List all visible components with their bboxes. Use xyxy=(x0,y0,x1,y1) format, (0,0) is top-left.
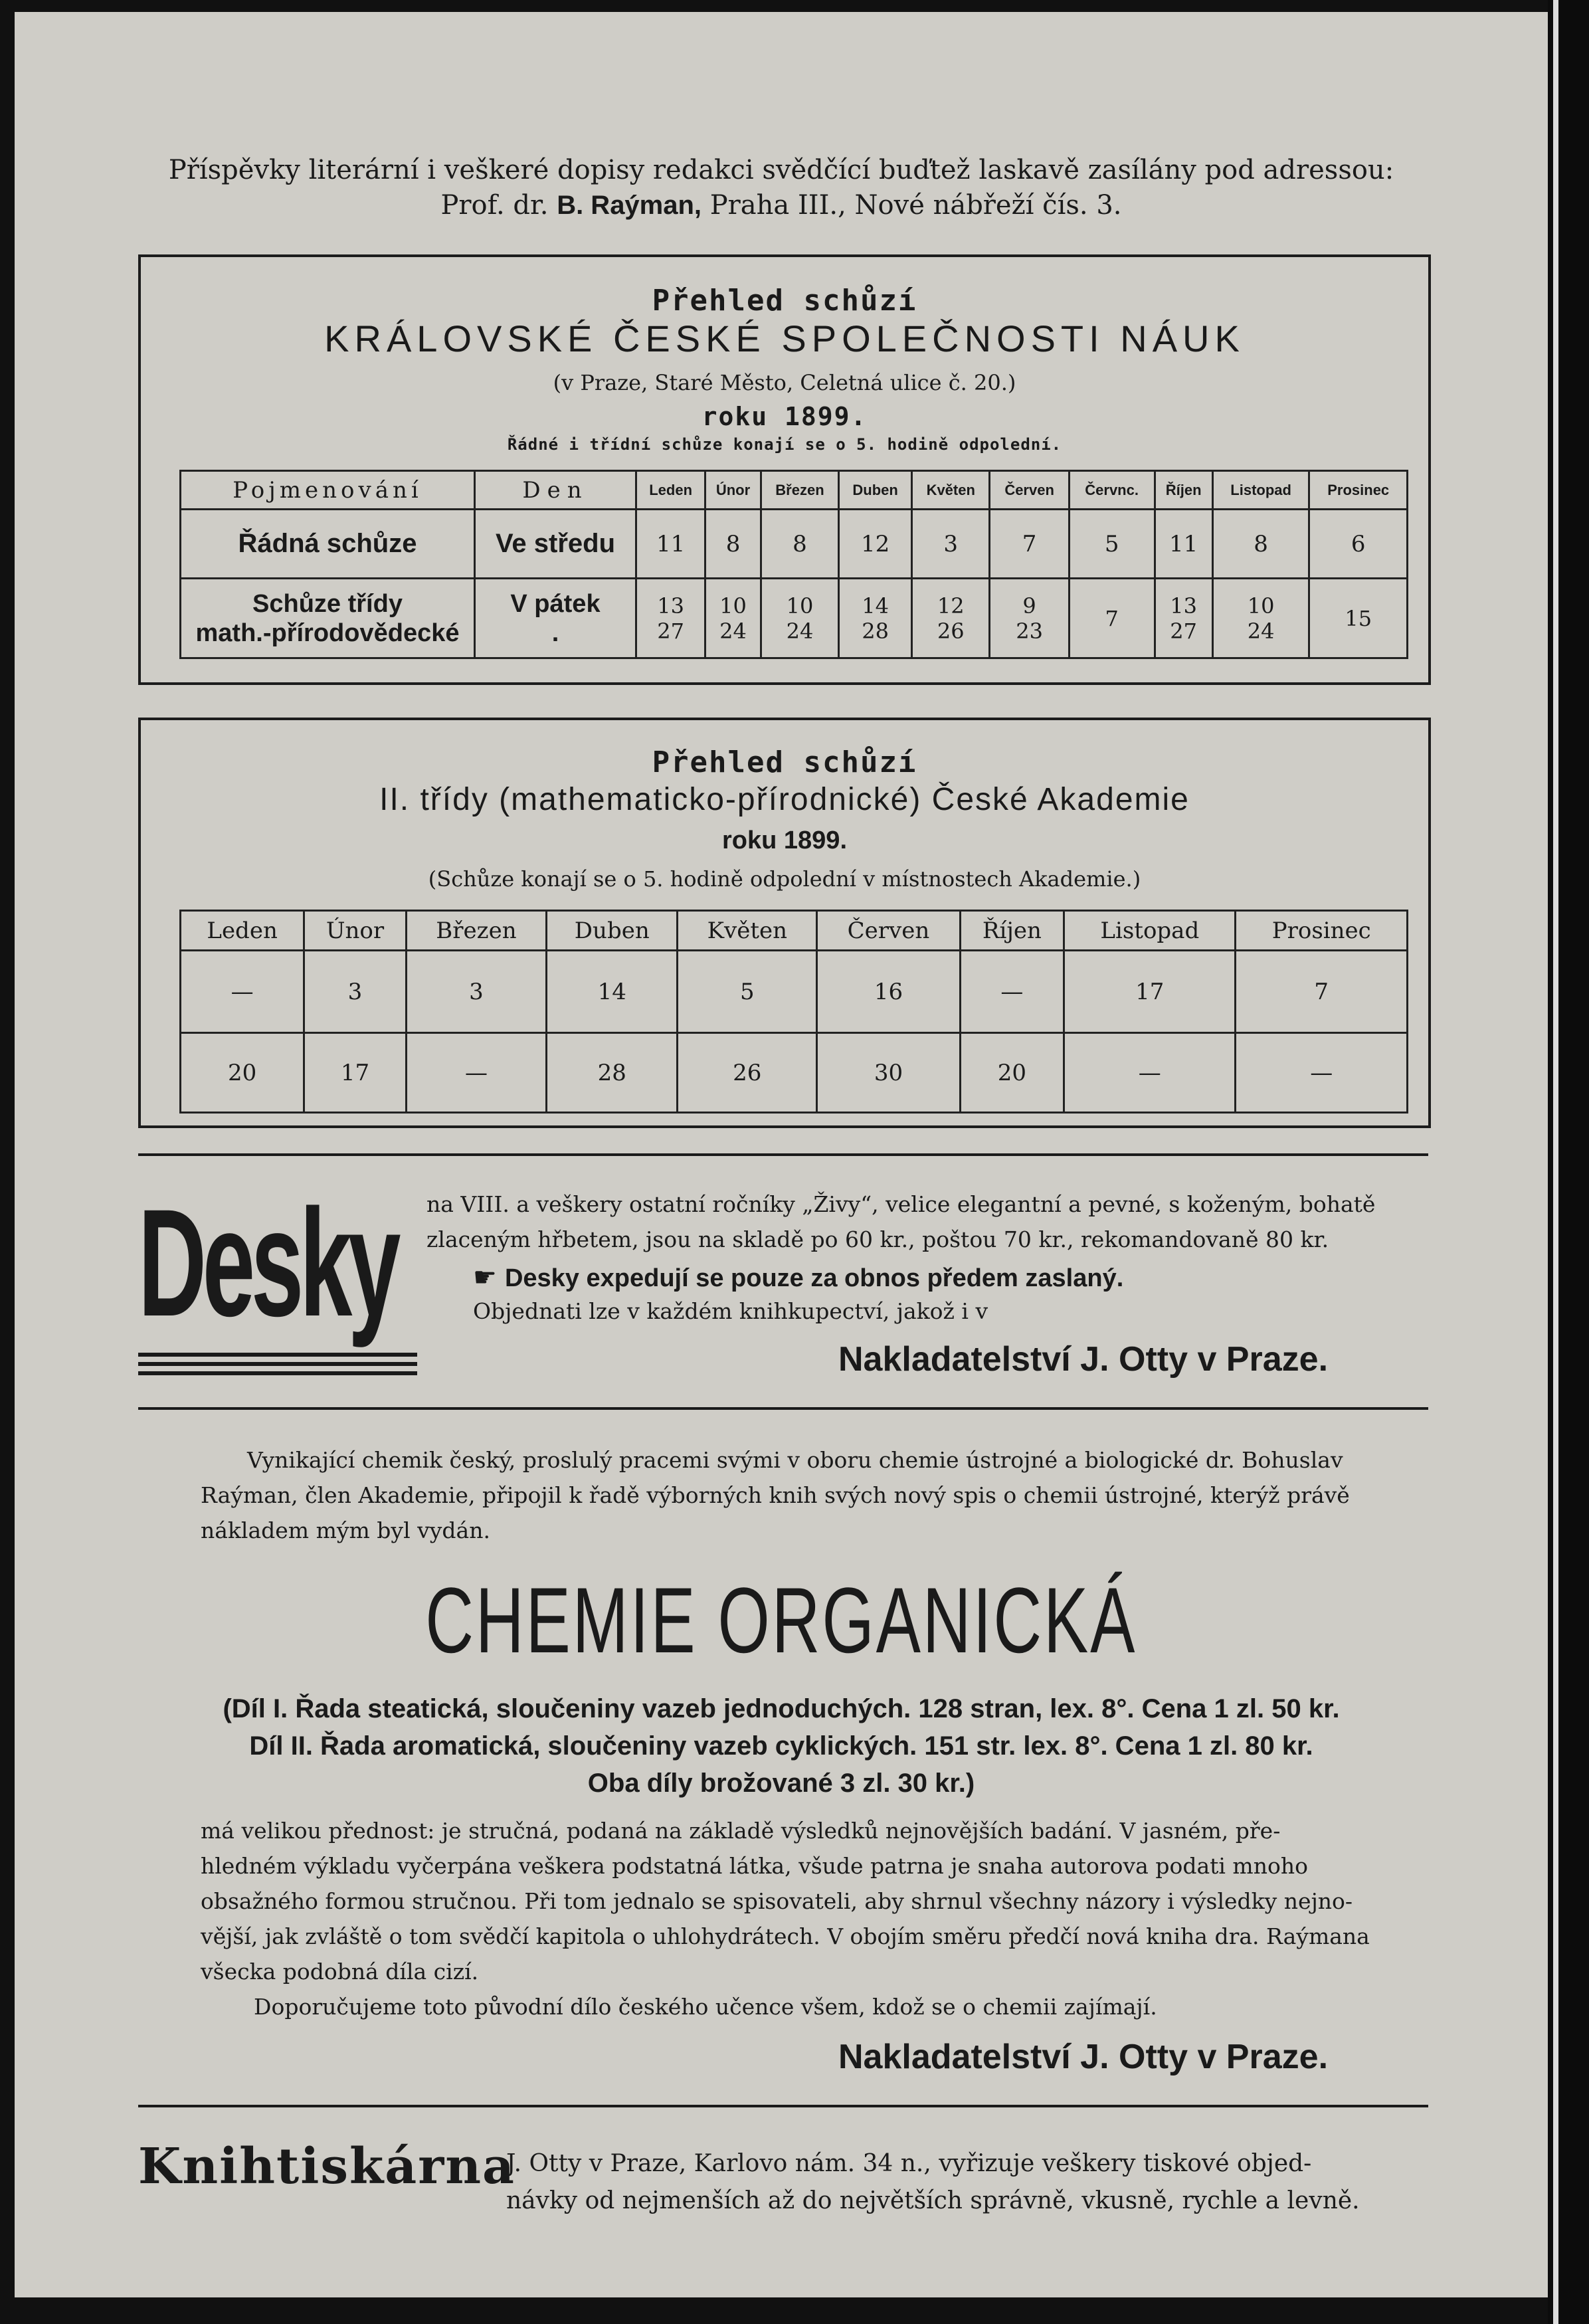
table-row xyxy=(181,951,1408,1033)
cell-value: 27 xyxy=(1170,618,1198,644)
table-cell: 7 xyxy=(1069,579,1155,658)
cell-value: 10 xyxy=(786,593,814,619)
book-part-3: Oba díly brožované 3 zl. 30 kr.) xyxy=(587,1769,975,1798)
cell-value: 24 xyxy=(1247,618,1275,644)
cell-value: 12 xyxy=(937,593,965,619)
document-page xyxy=(15,12,1548,2297)
chemie-intro-1: Vynikající chemik český, proslulý pracemi svými v oboru chemie ústrojné a biologické dr. Bohuslav xyxy=(247,1447,1343,1473)
cell-value: 10 xyxy=(719,593,747,619)
header-cell: Říjen xyxy=(960,911,1064,951)
table-cell xyxy=(839,579,912,658)
table-cell: 3 xyxy=(304,951,407,1033)
cell-value: 27 xyxy=(657,618,684,644)
cell-value: 14 xyxy=(862,593,889,619)
header-cell: Prosinec xyxy=(1236,911,1408,951)
header-cell: Duben xyxy=(547,911,678,951)
cell-value: 9 xyxy=(1022,593,1036,619)
header-cell: Říjen xyxy=(1155,471,1212,510)
box2-note: (Schůze konají se o 5. hodině odpolední v místnostech Akademie.) xyxy=(428,866,1141,892)
table-cell: 7 xyxy=(990,510,1069,579)
book-title-text: CHEMIE ORGANICKÁ xyxy=(425,1568,1137,1672)
cell-value: 13 xyxy=(657,593,684,619)
table-cell: 17 xyxy=(304,1033,407,1113)
table-cell xyxy=(705,579,761,658)
printshop-line-1: J. Otty v Praze, Karlovo nám. 34 n., vyřizuje veškery tiskové objed- xyxy=(506,2150,1312,2177)
header-cell: Březen xyxy=(761,471,838,510)
table-cell: 28 xyxy=(547,1033,678,1113)
box1-title: KRÁLOVSKÉ ČESKÉ SPOLEČNOSTI NÁUK xyxy=(324,318,1245,359)
desky-rule xyxy=(138,1353,417,1357)
header-cell: Duben xyxy=(839,471,912,510)
book-part-2: Díl II. Řada aromatická, sloučeniny vazeb cyklických. 151 str. lex. 8°. Cena 1 zl. 80 kr. xyxy=(249,1731,1313,1761)
header-cell: Listopad xyxy=(1064,911,1236,951)
header-cell: Pojmenování xyxy=(181,471,475,510)
table-cell: 20 xyxy=(181,1033,304,1113)
desky-line-4: Objednati lze v každém knihkupectví, jakož i v xyxy=(473,1298,988,1324)
desky-line-1: na VIII. a veškery ostatní ročníky „Živy“, velice elegantní a pevné, s koženým, bohatě xyxy=(426,1191,1376,1217)
table-row xyxy=(181,1033,1408,1113)
row-name: Řádná schůze xyxy=(181,510,475,579)
table-cell: 8 xyxy=(705,510,761,579)
table-cell xyxy=(761,579,838,658)
box1-year: roku 1899. xyxy=(701,402,868,431)
cell-value: 28 xyxy=(862,618,889,644)
desky-heading: Desky xyxy=(138,1177,397,1348)
chemie-publisher: Nakladatelství J. Otty v Praze. xyxy=(838,2038,1329,2076)
box1-address: (v Praze, Staré Město, Celetná ulice č. 20.) xyxy=(553,370,1016,395)
box2-year: roku 1899. xyxy=(722,826,847,854)
header-cell: Květen xyxy=(678,911,817,951)
desky-line-2: zlaceným hřbetem, jsou na skladě po 60 kr., poštou 70 kr., rekomandovaně 80 kr. xyxy=(426,1226,1329,1252)
row-day xyxy=(475,579,636,658)
row-day-line: . xyxy=(551,619,559,647)
society-table xyxy=(179,470,1408,659)
society-schedule-box xyxy=(138,254,1431,685)
cell-value: 24 xyxy=(786,618,814,644)
cell-value: 26 xyxy=(937,618,965,644)
header-cell: Únor xyxy=(304,911,407,951)
chemie-intro-2: Raýman, člen Akademie, připojil k řadě výborných knih svých nový spis o chemii ústrojné, kterýž právě xyxy=(201,1482,1350,1508)
header-cell: Červnc. xyxy=(1069,471,1155,510)
chemie-body-4: vější, jak zvláště o tom svědčí kapitola o uhlohydrátech. V obojím směru předčí nová kniha dra. Raýmana xyxy=(201,1923,1370,1949)
table-cell: — xyxy=(181,951,304,1033)
table-cell xyxy=(636,579,705,658)
header-cell: Květen xyxy=(912,471,990,510)
header-cell: Červen xyxy=(990,471,1069,510)
table-cell: 12 xyxy=(839,510,912,579)
header-cell: Březen xyxy=(406,911,546,951)
table-cell: 3 xyxy=(912,510,990,579)
desky-line-3 xyxy=(473,1262,1123,1293)
desky-expedite-text: Desky expedují se pouze za obnos předem zaslaný. xyxy=(504,1264,1124,1292)
row-name-line: math.-přírodovědecké xyxy=(195,619,460,647)
binding-edge xyxy=(1553,0,1558,2324)
table-cell: 8 xyxy=(761,510,838,579)
chemie-body-1: má velikou přednost: je stručná, podaná na základě výsledků nejnovějších badání. V jasném, pře- xyxy=(201,1818,1281,1844)
divider xyxy=(138,1153,1428,1156)
row-day-line: V pátek xyxy=(510,589,601,618)
intro-line-2 xyxy=(15,190,1548,221)
header-cell: Únor xyxy=(705,471,761,510)
table-cell: 30 xyxy=(817,1033,960,1113)
table-cell: 14 xyxy=(547,951,678,1033)
divider xyxy=(138,1407,1428,1410)
chemie-body-2: hledném výkladu vyčerpána veškera podstatná látka, všude patrna je snaha autorova podati mnoho xyxy=(201,1853,1308,1879)
table-cell: 5 xyxy=(678,951,817,1033)
box1-note: Řádné i třídní schůze konají se o 5. hodině odpolední. xyxy=(507,435,1062,454)
printshop-logo: Knihtiskárna xyxy=(138,2138,515,2195)
table-row xyxy=(181,510,1408,579)
desky-publisher: Nakladatelství J. Otty v Praze. xyxy=(838,1340,1329,1379)
table-cell: 3 xyxy=(406,951,546,1033)
intro-prefix: Prof. dr. xyxy=(440,190,549,221)
row-day: Ve středu xyxy=(475,510,636,579)
header-cell: Červen xyxy=(817,911,960,951)
table-cell xyxy=(912,579,990,658)
academy-table-header xyxy=(181,911,1408,951)
table-cell: 7 xyxy=(1236,951,1408,1033)
table-cell: — xyxy=(406,1033,546,1113)
book-part-1: (Díl I. Řada steatická, sloučeniny vazeb jednoduchých. 128 stran, lex. 8°. Cena 1 zl. 50 kr. xyxy=(223,1694,1340,1723)
box2-title: II. třídy (mathematicko-přírodnické) České Akademie xyxy=(379,782,1190,817)
box2-heading: Přehled schůzí xyxy=(652,745,917,779)
intro-address: Praha III., Nové nábřeží čís. 3. xyxy=(709,190,1122,221)
academy-table xyxy=(179,910,1408,1114)
table-cell: 20 xyxy=(960,1033,1064,1113)
cell-value: 10 xyxy=(1247,593,1275,619)
header-cell: Listopad xyxy=(1212,471,1309,510)
table-cell: — xyxy=(1236,1033,1408,1113)
table-cell: — xyxy=(1064,1033,1236,1113)
table-cell: 5 xyxy=(1069,510,1155,579)
chemie-body-6: Doporučujeme toto původní dílo českého učence všem, kdož se o chemii zajímají. xyxy=(254,1994,1157,2020)
row-name xyxy=(181,579,475,658)
box1-heading: Přehled schůzí xyxy=(652,284,917,318)
printshop-line-2: návky od nejmenších až do největších správně, vkusně, rychle a levně. xyxy=(506,2187,1360,2214)
cell-value: 13 xyxy=(1170,593,1198,619)
table-cell xyxy=(1212,579,1309,658)
table-cell xyxy=(990,579,1069,658)
pointing-hand-icon: ☛ xyxy=(473,1262,497,1293)
cell-value: 23 xyxy=(1016,618,1043,644)
chemie-body-3: obsažného formou stručnou. Při tom jednalo se spisovateli, aby shrnul všechny názory i výsledky nejno- xyxy=(201,1888,1353,1914)
academy-schedule-box xyxy=(138,718,1431,1128)
table-cell: 26 xyxy=(678,1033,817,1113)
chemie-intro-3: nákladem mým byl vydán. xyxy=(201,1517,490,1543)
table-cell: 11 xyxy=(1155,510,1212,579)
divider xyxy=(138,2105,1428,2107)
editor-name: B. Raýman, xyxy=(557,191,702,220)
table-cell xyxy=(1155,579,1212,658)
chemie-body-5: všecka podobná díla cizí. xyxy=(201,1959,479,1985)
header-cell: Leden xyxy=(181,911,304,951)
header-cell: Leden xyxy=(636,471,705,510)
table-cell: 15 xyxy=(1309,579,1408,658)
row-name-line: Schůze třídy xyxy=(252,589,403,618)
table-cell: 6 xyxy=(1309,510,1408,579)
table-cell: 8 xyxy=(1212,510,1309,579)
intro-line-1: Příspěvky literární i veškeré dopisy redakci svědčící buďtež laskavě zasílány pod adressou: xyxy=(168,155,1394,185)
table-cell: 17 xyxy=(1064,951,1236,1033)
table-cell: — xyxy=(960,951,1064,1033)
cell-value: 24 xyxy=(719,618,747,644)
society-table-header xyxy=(181,471,1408,510)
table-cell: 11 xyxy=(636,510,705,579)
desky-rule xyxy=(138,1362,417,1366)
table-row xyxy=(181,579,1408,658)
header-cell: Den xyxy=(475,471,636,510)
table-cell: 16 xyxy=(817,951,960,1033)
book-title xyxy=(15,1567,1548,1674)
desky-rule xyxy=(138,1371,417,1375)
header-cell: Prosinec xyxy=(1309,471,1408,510)
